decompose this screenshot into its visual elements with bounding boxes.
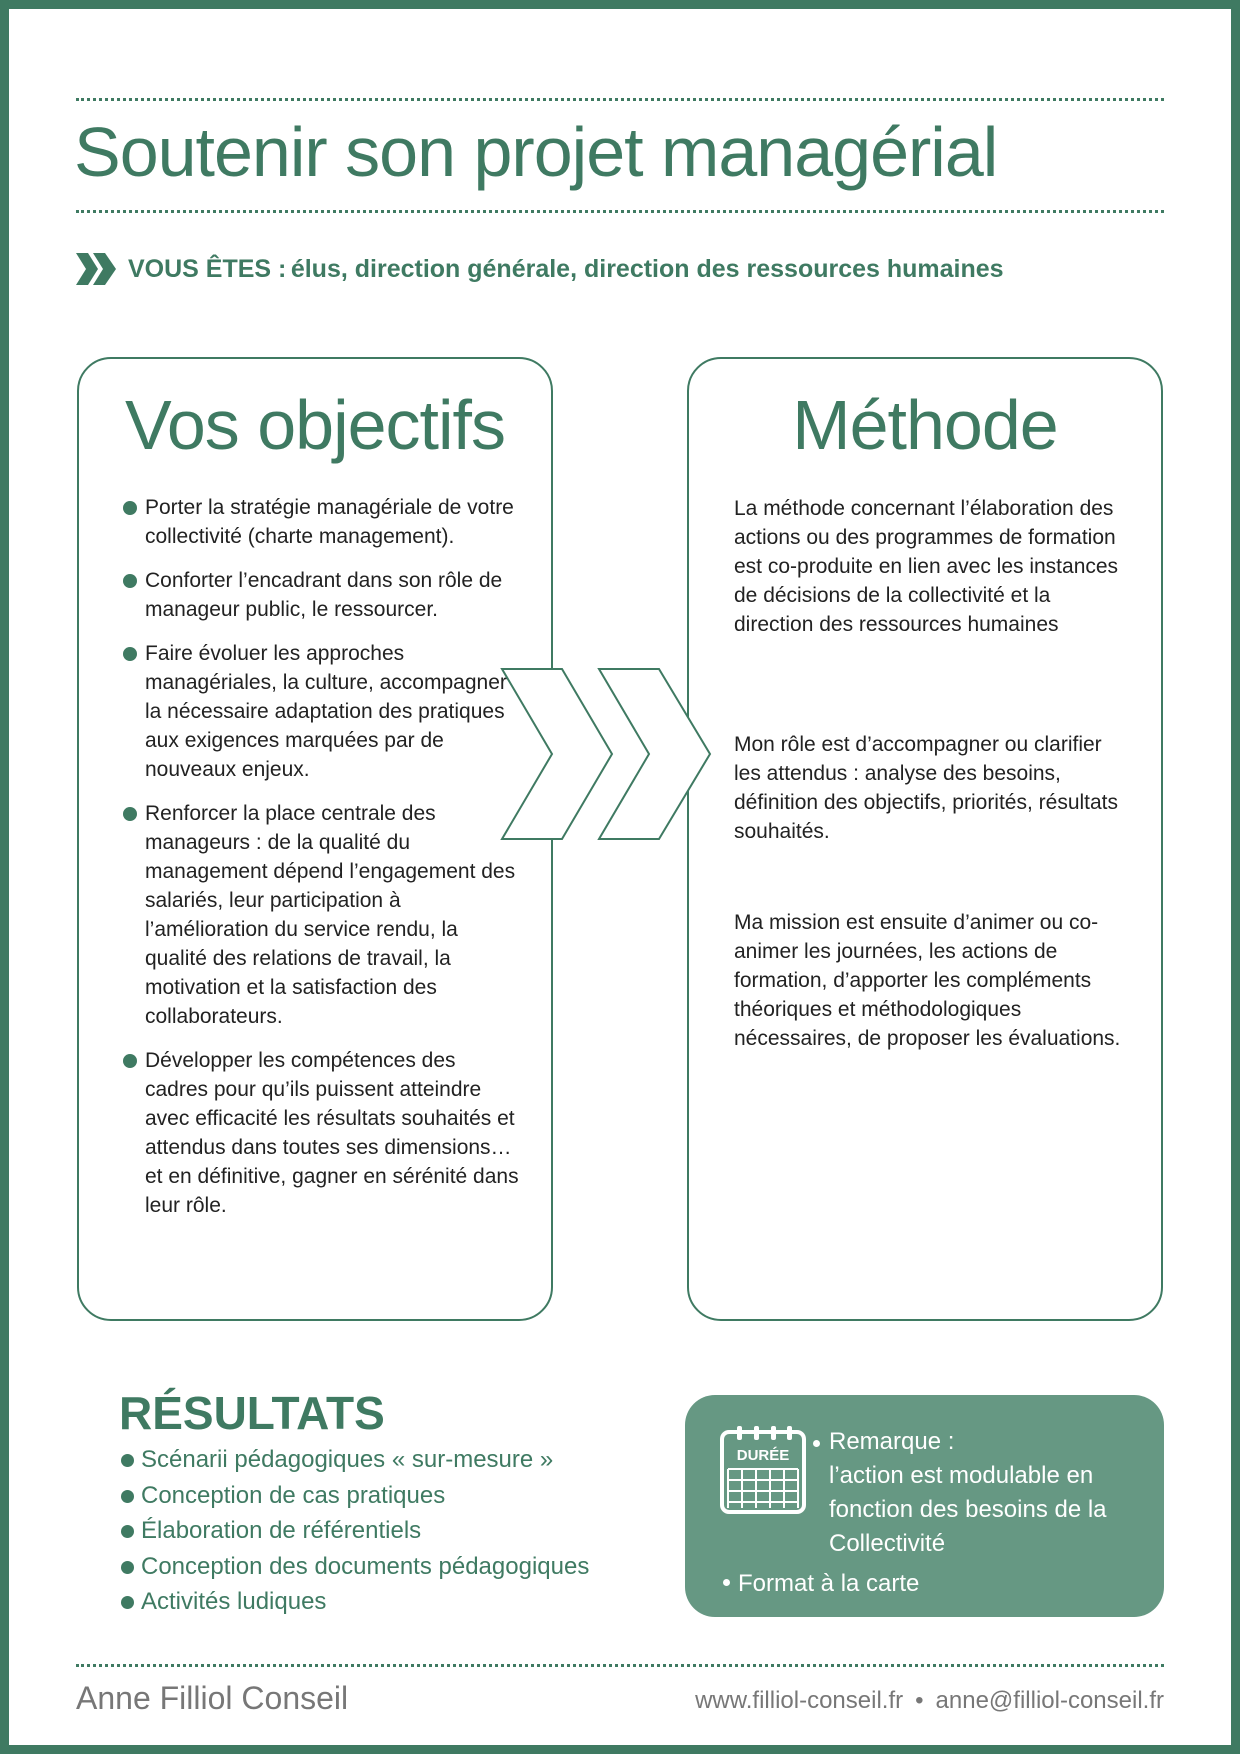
top-dotted-divider [76, 98, 1164, 101]
audience-line [76, 252, 1004, 286]
method-title: Méthode [792, 386, 1058, 464]
double-chevron-icon [76, 253, 118, 285]
objectives-list [123, 493, 523, 1235]
bullet-dot-icon [121, 1525, 134, 1538]
list-item: Conception des documents pédagogiques [121, 1551, 589, 1587]
contact-info [695, 1687, 1164, 1715]
list-item: Développer les compétences des cadres pour qu’ils puissent atteindre avec efficacité les résultats souhaités et attendus dans toutes ses dimensions…et en définitive, gagner en sérénité dans leur rôle. [123, 1046, 523, 1220]
results-title: RÉSULTATS [119, 1387, 385, 1439]
footer-dotted-divider [76, 1664, 1164, 1667]
remark-title: Remarque : [829, 1428, 955, 1455]
method-paragraph: Ma mission est ensuite d’animer ou co-animer les journées, les actions de formation, d’apporter les compléments théoriques et méthodologiques nécessaires, de proposer les évaluations. [734, 911, 1121, 1050]
list-item: Conception de cas pratiques [121, 1480, 589, 1516]
audience-value: élus, direction générale, direction des ressources humaines [290, 254, 1004, 283]
method-panel [687, 357, 1163, 1321]
objectives-panel [77, 357, 553, 1321]
page-title: Soutenir son projet managérial [74, 113, 998, 191]
bullet-dot-icon [123, 647, 137, 661]
website-link[interactable]: www.filliol-conseil.fr [695, 1687, 904, 1714]
bullet-dot-icon [123, 501, 137, 515]
bullet-dot-icon [813, 1440, 820, 1447]
results-list [121, 1444, 589, 1622]
bullet-dot-icon [121, 1561, 134, 1574]
list-item: Scénarii pédagogiques « sur-mesure » [121, 1444, 589, 1480]
bullet-dot-icon [723, 1579, 730, 1586]
list-item: Conforter l’encadrant dans son rôle de manageur public, le ressourcer. [123, 566, 523, 624]
duration-format: Format à la carte [723, 1569, 919, 1599]
method-paragraph: Mon rôle est d’accompagner ou clarifier les attendus : analyse des besoins, définition des objectifs, priorités, résultats souhaités. [734, 733, 1119, 843]
bullet-dot-icon [121, 1454, 134, 1467]
bullet-dot-icon [123, 1054, 137, 1068]
calendar-icon [719, 1424, 807, 1516]
bullet-dot-icon [123, 807, 137, 821]
double-chevron-arrow-icon [500, 667, 715, 842]
bullet-dot-icon [123, 574, 137, 588]
brand-name: Anne Filliol Conseil [76, 1680, 349, 1716]
bullet-dot-icon [121, 1490, 134, 1503]
remark-text: l’action est modulable en fonction des besoins de la Collectivité [829, 1462, 1107, 1557]
list-item: Élaboration de référentiels [121, 1515, 589, 1551]
bullet-dot-icon [121, 1596, 134, 1609]
list-item: Faire évoluer les approches managériales, la culture, accompagner la nécessaire adaptation des pratiques aux exigences marquées par de nouveaux enjeux. [123, 639, 523, 784]
objectives-title: Vos objectifs [125, 386, 505, 464]
duration-remark [829, 1425, 1149, 1561]
calendar-label: DURÉE [736, 1447, 790, 1464]
email-link[interactable]: anne@filliol-conseil.fr [935, 1687, 1164, 1714]
title-dotted-divider [76, 210, 1164, 213]
method-paragraph: La méthode concernant l’élaboration des actions ou des programmes de formation est co-produite en lien avec les instances de décisions de la collectivité et la direction des ressources humaines [734, 497, 1119, 636]
duration-panel [685, 1395, 1164, 1617]
list-item: Activités ludiques [121, 1586, 589, 1622]
contact-separator: • [915, 1687, 924, 1714]
list-item: Renforcer la place centrale des manageurs : de la qualité du management dépend l’engagement des salariés, leur participation à l’amélioration du service rendu, la qualité des relations de travail, la motivation et la satisfaction des collaborateurs. [123, 799, 523, 1031]
audience-label: VOUS ÊTES : [128, 254, 287, 283]
list-item: Porter la stratégie managériale de votre collectivité (charte management). [123, 493, 523, 551]
